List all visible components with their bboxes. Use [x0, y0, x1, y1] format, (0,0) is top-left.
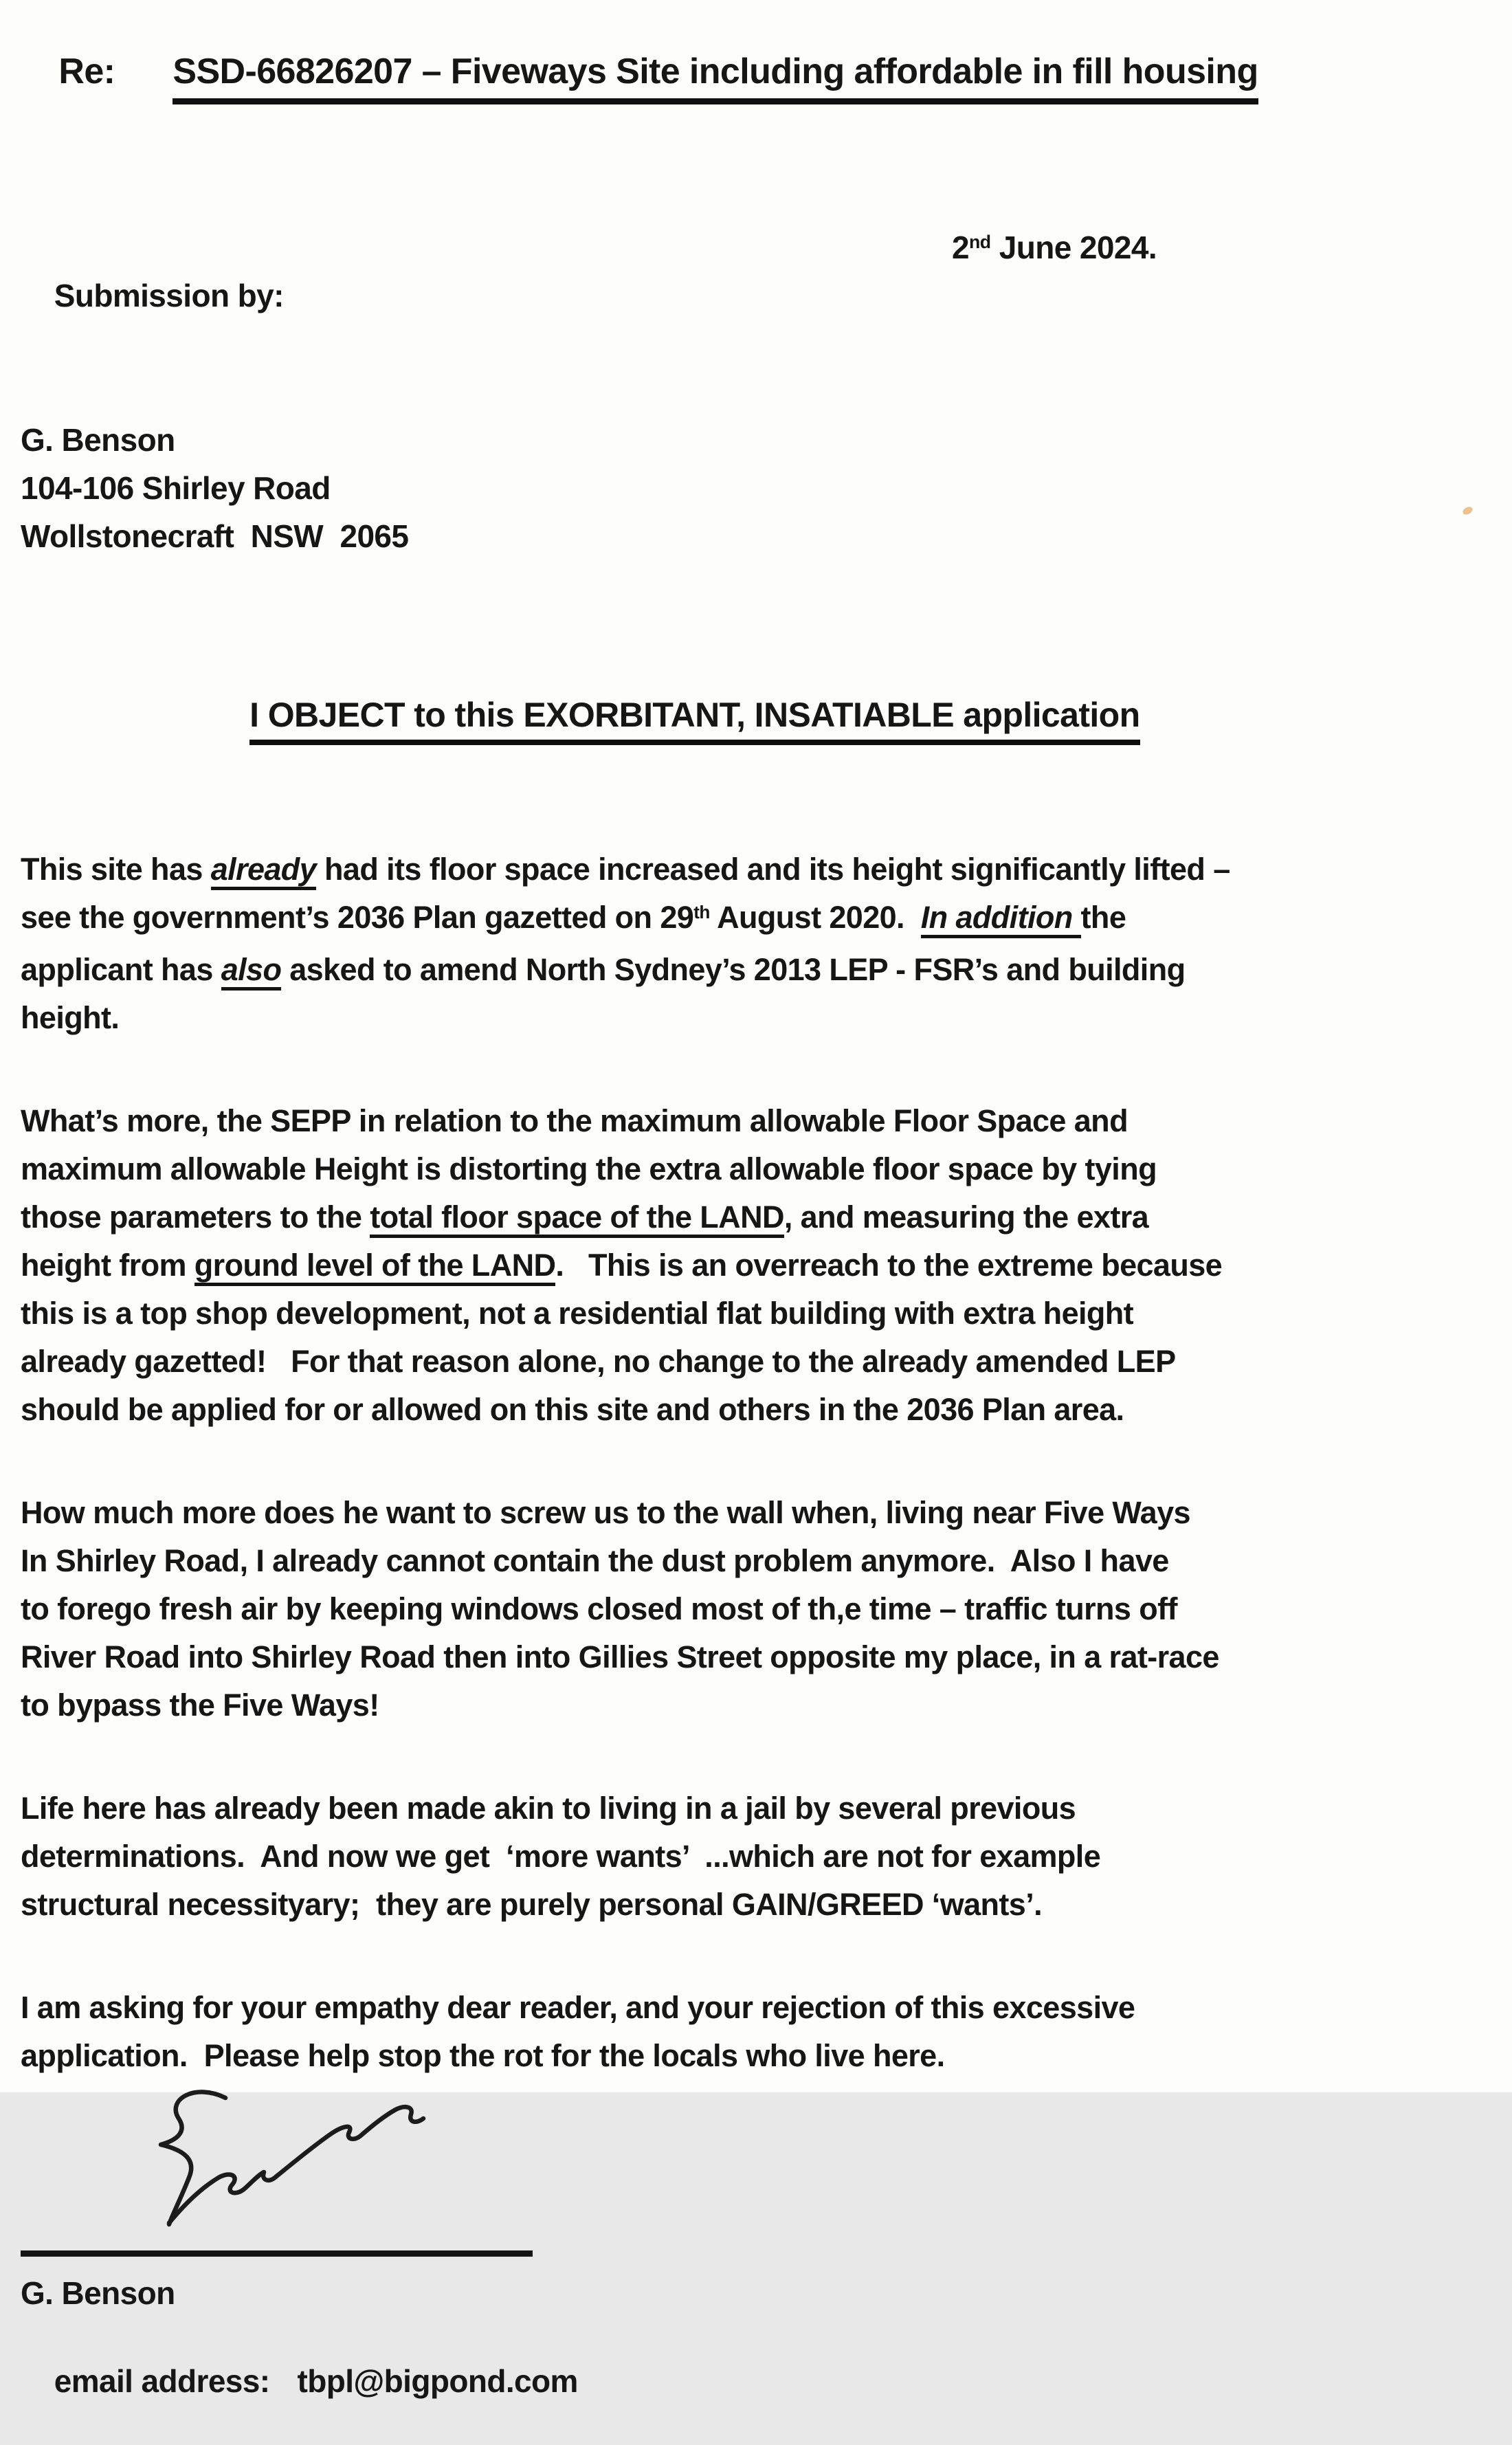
text-segment-sup: th — [693, 901, 710, 922]
meta-row — [21, 223, 1436, 416]
text-segment: River Road into Shirley Road then into Gillies Street opposite my place, in a rat-race — [21, 1639, 1219, 1674]
text-segment: determinations. And now we get ‘more wants’ ...which are not for example — [21, 1839, 1101, 1874]
text-segment: height from — [21, 1248, 194, 1283]
submission-by-label: Submission by: — [54, 278, 284, 313]
paragraph-line — [21, 1633, 1436, 1681]
paragraph-line — [21, 1145, 1436, 1193]
text-segment: applicant has — [21, 952, 221, 987]
paragraph-line — [21, 1097, 1436, 1145]
text-segment-ui: In addition — [921, 900, 1081, 938]
text-segment-ui: already — [211, 852, 316, 890]
paragraph-line — [21, 1784, 1436, 1833]
objection-heading — [213, 655, 1436, 775]
signer-name: G. Benson — [21, 2275, 175, 2311]
sender-name: G. Benson — [21, 422, 175, 458]
paragraph — [21, 1097, 1436, 1434]
text-segment: In Shirley Road, I already cannot contain the dust problem anymore. Also I have — [21, 1543, 1169, 1578]
text-segment: Life here has already been made akin to living in a jail by several previous — [21, 1791, 1076, 1826]
text-segment: the — [1080, 900, 1126, 935]
paragraph — [21, 1784, 1436, 1929]
subject-line — [21, 10, 1436, 133]
text-segment: to bypass the Five Ways! — [21, 1688, 379, 1723]
paragraph-line — [21, 1833, 1436, 1881]
text-segment-u: ground level of the LAND — [194, 1248, 556, 1286]
paragraph-line — [21, 1338, 1436, 1386]
paragraph-line — [21, 1881, 1436, 1929]
text-segment: already gazetted! For that reason alone, no change to the already amended LEP — [21, 1344, 1176, 1379]
paragraph-line — [21, 1386, 1436, 1434]
paragraph-line — [21, 1681, 1436, 1729]
text-segment-sup: nd — [968, 232, 991, 253]
text-segment: application. Please help stop the rot for the locals who live here. — [21, 2038, 945, 2073]
text-segment: What’s more, the SEPP in relation to the maximum allowable Floor Space and — [21, 1103, 1128, 1138]
text-segment: . This is an overreach to the extreme because — [555, 1248, 1223, 1283]
text-segment-ui: also — [221, 952, 282, 991]
sender-address-street: 104-106 Shirley Road — [21, 470, 331, 506]
paragraph-line — [21, 1537, 1436, 1585]
paragraph-line — [21, 1984, 1436, 2032]
email-label: email address: — [54, 2363, 270, 2399]
scan-artifact-speck — [1462, 505, 1474, 516]
text-segment: those parameters to the — [21, 1199, 370, 1235]
text-segment: , and measuring the extra — [783, 1199, 1149, 1235]
paragraph-line — [21, 946, 1436, 994]
paragraph-line — [21, 1193, 1436, 1241]
paragraph-line — [21, 994, 1436, 1042]
text-segment: How much more does he want to screw us to the wall when, living near Five Ways — [21, 1495, 1190, 1530]
text-segment: I am asking for your empathy dear reader, and your rejection of this excessive — [21, 1990, 1135, 2025]
sender-address-suburb: Wollstonecraft NSW 2065 — [21, 518, 409, 554]
text-segment: height. — [21, 1000, 120, 1035]
text-segment: this is a top shop development, not a residential flat building with extra height — [21, 1296, 1134, 1331]
submission-date — [952, 223, 1157, 276]
email-line — [21, 2317, 1436, 2445]
text-segment: should be applied for or allowed on this site and others in the 2036 Plan area. — [21, 1392, 1124, 1427]
paragraph-line — [21, 1290, 1436, 1338]
subject-text: SSD-66826207 – Fiveways Site including affordable in fill housing — [173, 52, 1258, 104]
text-segment: August 2020. — [709, 900, 921, 935]
text-segment: maximum allowable Height is distorting the extra allowable floor space by tying — [21, 1151, 1157, 1186]
paragraph-line — [21, 845, 1436, 894]
text-segment: to forego fresh air by keeping windows closed most of th,e time – traffic turns off — [21, 1591, 1177, 1626]
objection-heading-text: I OBJECT to this EXORBITANT, INSATIABLE application — [249, 696, 1139, 745]
email-address: tbpl@bigpond.com — [297, 2363, 578, 2399]
paragraph-line — [21, 1489, 1436, 1537]
text-segment-u: total floor space of the LAND — [370, 1199, 784, 1238]
letter-body — [21, 845, 1436, 2080]
text-segment: This site has — [21, 852, 211, 887]
text-segment: had its floor space increased and its height significantly lifted – — [316, 852, 1230, 887]
paragraph-line — [21, 894, 1436, 946]
text-segment: June 2024. — [990, 230, 1157, 265]
signature-rule — [21, 2250, 533, 2257]
text-segment: see the government’s 2036 Plan gazetted on 29 — [21, 900, 694, 935]
paragraph — [21, 1489, 1436, 1729]
paragraph-line — [21, 1585, 1436, 1633]
text-segment: structural necessityary; they are purely personal GAIN/GREED ‘wants’. — [21, 1887, 1043, 1922]
text-segment: asked to amend North Sydney’s 2013 LEP - FSR’s and building — [281, 952, 1186, 987]
paragraph-line — [21, 2032, 1436, 2080]
signature-scribble — [117, 2088, 447, 2226]
paragraph-line — [21, 1241, 1436, 1290]
text-segment: 2 — [952, 230, 969, 265]
subject-prefix: Re: — [58, 52, 115, 91]
paragraph — [21, 1984, 1436, 2080]
paragraph — [21, 845, 1436, 1042]
